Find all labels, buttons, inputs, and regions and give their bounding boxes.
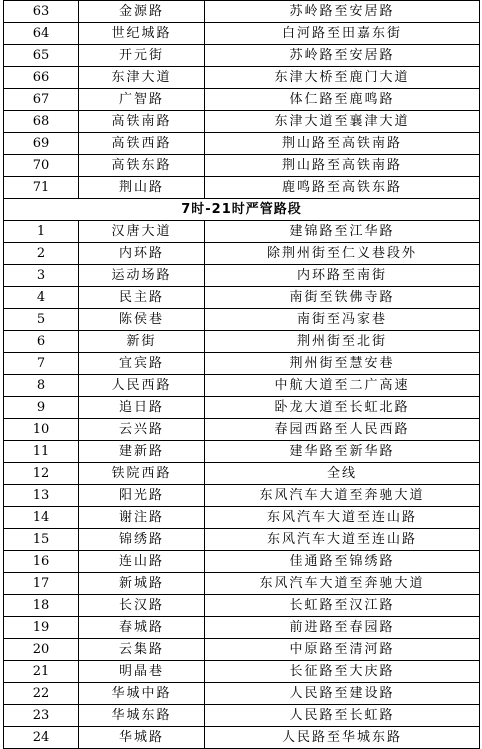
section-heading-row: [4, 199, 480, 221]
road-name: 开元街: [79, 45, 205, 67]
row-number: 12: [4, 463, 79, 485]
row-number: 18: [4, 595, 79, 617]
road-name: 建新路: [79, 441, 205, 463]
road-section: 苏岭路至安居路: [205, 45, 480, 67]
road-name: 云兴路: [79, 419, 205, 441]
row-number: 16: [4, 551, 79, 573]
road-section: 东风汽车大道至奔驰大道: [205, 573, 480, 595]
road-name: 铁院西路: [79, 463, 205, 485]
road-name: 金源路: [79, 1, 205, 23]
table-row: [4, 705, 480, 727]
table-row: [4, 441, 480, 463]
road-section: 中原路至清河路: [205, 639, 480, 661]
road-name: 宜宾路: [79, 353, 205, 375]
row-number: 2: [4, 243, 79, 265]
road-name: 锦绣路: [79, 529, 205, 551]
table-row: [4, 661, 480, 683]
table-row: [4, 45, 480, 67]
road-name: 高铁东路: [79, 155, 205, 177]
table-section-bottom: [4, 221, 480, 749]
road-section: 荆州街至慧安巷: [205, 353, 480, 375]
row-number: 23: [4, 705, 79, 727]
road-name: 谢注路: [79, 507, 205, 529]
table-row: [4, 463, 480, 485]
road-name: 新城路: [79, 573, 205, 595]
table-row: [4, 485, 480, 507]
road-section: 人民路至长虹路: [205, 705, 480, 727]
road-section: 中航大道至二广高速: [205, 375, 480, 397]
row-number: 13: [4, 485, 79, 507]
row-number: 10: [4, 419, 79, 441]
table-row: [4, 287, 480, 309]
table-row: [4, 23, 480, 45]
road-control-table: [3, 0, 480, 749]
table-row: [4, 331, 480, 353]
table-row: [4, 67, 480, 89]
table-row: [4, 265, 480, 287]
road-section: 东风汽车大道至连山路: [205, 507, 480, 529]
road-section: 体仁路至鹿鸣路: [205, 89, 480, 111]
row-number: 68: [4, 111, 79, 133]
road-name: 广智路: [79, 89, 205, 111]
table-row: [4, 639, 480, 661]
road-section: 长征路至大庆路: [205, 661, 480, 683]
table-row: [4, 419, 480, 441]
road-name: 云集路: [79, 639, 205, 661]
road-section: 东津大桥至鹿门大道: [205, 67, 480, 89]
row-number: 14: [4, 507, 79, 529]
road-name: 高铁南路: [79, 111, 205, 133]
road-name: 运动场路: [79, 265, 205, 287]
table-row: [4, 727, 480, 749]
road-name: 华城中路: [79, 683, 205, 705]
row-number: 5: [4, 309, 79, 331]
table-row: [4, 243, 480, 265]
section-heading: 7时-21时严管路段: [4, 199, 480, 221]
road-name: 华城东路: [79, 705, 205, 727]
table-row: [4, 155, 480, 177]
table-row: [4, 573, 480, 595]
road-section: 长虹路至汉江路: [205, 595, 480, 617]
road-section: 建华路至新华路: [205, 441, 480, 463]
table-row: [4, 375, 480, 397]
row-number: 70: [4, 155, 79, 177]
road-section: 前进路至春园路: [205, 617, 480, 639]
table-row: [4, 111, 480, 133]
road-section: 南街至冯家巷: [205, 309, 480, 331]
row-number: 63: [4, 1, 79, 23]
road-name: 春城路: [79, 617, 205, 639]
row-number: 4: [4, 287, 79, 309]
road-section: 全线: [205, 463, 480, 485]
road-name: 阳光路: [79, 485, 205, 507]
road-section: 建锦路至江华路: [205, 221, 480, 243]
table-row: [4, 397, 480, 419]
road-name: 汉唐大道: [79, 221, 205, 243]
road-name: 东津大道: [79, 67, 205, 89]
road-name: 长汉路: [79, 595, 205, 617]
table-row: [4, 353, 480, 375]
road-name: 民主路: [79, 287, 205, 309]
road-name: 高铁西路: [79, 133, 205, 155]
table-row: [4, 1, 480, 23]
road-section: 东风汽车大道至连山路: [205, 529, 480, 551]
row-number: 66: [4, 67, 79, 89]
road-section: 荆山路至高铁南路: [205, 155, 480, 177]
road-section: 东津大道至襄津大道: [205, 111, 480, 133]
road-name: 内环路: [79, 243, 205, 265]
road-name: 明晶巷: [79, 661, 205, 683]
road-section: 白河路至田嘉东街: [205, 23, 480, 45]
table-row: [4, 133, 480, 155]
road-section: 苏岭路至安居路: [205, 1, 480, 23]
road-section: 卧龙大道至长虹北路: [205, 397, 480, 419]
table-row: [4, 89, 480, 111]
table-row: [4, 507, 480, 529]
road-name: 人民西路: [79, 375, 205, 397]
row-number: 24: [4, 727, 79, 749]
row-number: 64: [4, 23, 79, 45]
section-heading-body: [4, 199, 480, 221]
table-row: [4, 551, 480, 573]
row-number: 19: [4, 617, 79, 639]
row-number: 7: [4, 353, 79, 375]
table-row: [4, 529, 480, 551]
table-row: [4, 683, 480, 705]
road-name: 世纪城路: [79, 23, 205, 45]
row-number: 65: [4, 45, 79, 67]
road-section: 除荆州街至仁义巷段外: [205, 243, 480, 265]
row-number: 22: [4, 683, 79, 705]
road-section: 荆山路至高铁南路: [205, 133, 480, 155]
road-section: 佳通路至锦绣路: [205, 551, 480, 573]
road-name: 荆山路: [79, 177, 205, 199]
road-section: 南街至铁佛寺路: [205, 287, 480, 309]
row-number: 69: [4, 133, 79, 155]
road-name: 追日路: [79, 397, 205, 419]
road-section: 人民路至华城东路: [205, 727, 480, 749]
road-name: 连山路: [79, 551, 205, 573]
row-number: 3: [4, 265, 79, 287]
road-section: 春园西路至人民西路: [205, 419, 480, 441]
road-section: 内环路至南街: [205, 265, 480, 287]
table-section-top: [4, 1, 480, 199]
table-row: [4, 595, 480, 617]
row-number: 15: [4, 529, 79, 551]
table-row: [4, 617, 480, 639]
row-number: 21: [4, 661, 79, 683]
road-section: 荆州街至北街: [205, 331, 480, 353]
row-number: 11: [4, 441, 79, 463]
row-number: 6: [4, 331, 79, 353]
row-number: 20: [4, 639, 79, 661]
road-section: 东风汽车大道至奔驰大道: [205, 485, 480, 507]
row-number: 8: [4, 375, 79, 397]
road-name: 华城路: [79, 727, 205, 749]
row-number: 1: [4, 221, 79, 243]
table-row: [4, 221, 480, 243]
road-section: 人民路至建设路: [205, 683, 480, 705]
road-name: 陈侯巷: [79, 309, 205, 331]
row-number: 67: [4, 89, 79, 111]
table-row: [4, 309, 480, 331]
row-number: 71: [4, 177, 79, 199]
road-name: 新街: [79, 331, 205, 353]
row-number: 17: [4, 573, 79, 595]
road-section: 鹿鸣路至高铁东路: [205, 177, 480, 199]
row-number: 9: [4, 397, 79, 419]
table-row: [4, 177, 480, 199]
